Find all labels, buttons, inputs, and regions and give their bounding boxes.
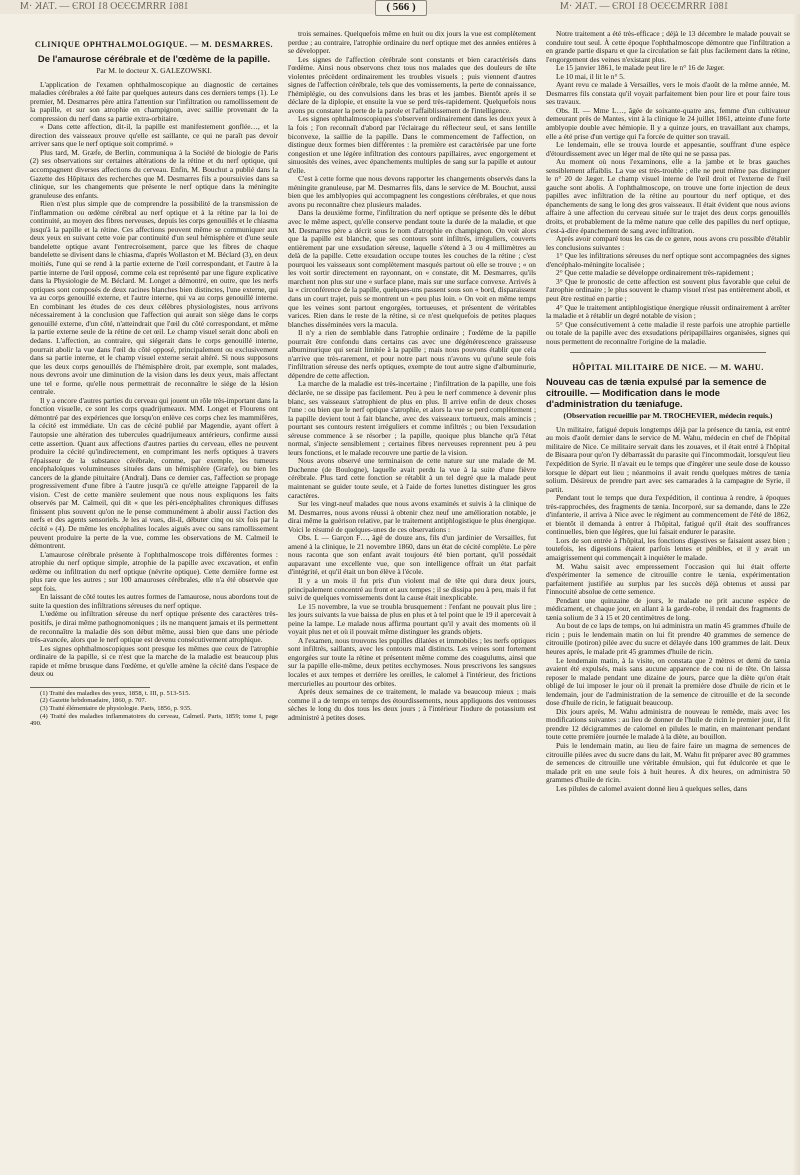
paragraph: Après deux semaines de ce traitement, le malade va beaucoup mieux ; mais comme il a de temps en temps des étourdissements, nous appliquons des ventouses sèches le long du dos tous les deux jours ; à l'intérieur l'iodure de potassium est administré à petites doses. [288,687,536,722]
paragraph: Plus tard, M. Græfe, de Berlin, communiqua à la Société de biologie de Paris (2) ses observations sur certaines altérations de la rétine et du nerf optique, qui accompagnent diverses affections du cerveau. Enfin, M. Bouchut a publié dans la Gazette des Hôpitaux des recherches que M. Desmarres fils a poursuivies dans sa clinique, sur les changements que présente le nerf optique dans la méningite granuleuse des enfants. [30,147,278,200]
paragraph: Rien n'est plus simple que de comprendre la possibilité de la transmission de l'inflammation ou œdème cérébral au nerf optique et à la rétine par la loi de continuité, au moyen des fibres nerveuses, depuis les corps genouillés et le chiasma jusqu'à la papille et la rétine. Ces affections peuvent même se communiquer aux deux yeux en suivant cette voie par continuité d'un seul hémisphère et d'une seule bandelette optique avant l'entrecroisement, parce que les fibres de chaque bandelette se divisent dans le chiasma, d'après Wollaston et M. Béclard (3), en deux moitiés, l'une qui se rend à la partie externe de l'œil correspondant, et l'autre à la partie interne de l'œil opposé, comme cela est représenté par une figure explicative dans la Physiologie de M. Béclard. M. Longet a démontré, en outre, que les nerfs optiques sont composés de deux racines blanches bien distinctes, l'une externe, qui va au corps genouillé externe, et l'autre interne, qui va au corps genouillé interne. En combinant les études de ces deux célèbres physiologistes, nous arrivons nécessairement à la conclusion que l'affection qui aurait son siège dans le corps genouillé externe, d'un côté, n'atteindrait que l'œil du côté correspondant, et même la partie externe seule de la rétine de cet œil. Le champ visuel serait donc aboli en dedans. L'affection, au contraire, qui siégerait dans le corps genouillé interne, pourrait abolir la vue dans l'œil du côté opposé, principalement ou exclusivement dans sa partie interne, et le champ visuel externe serait altéré. Si nous supposons que les deux corps genouillés de l'hémisphère droit, par exemple, sont malades, nous devrons avoir une diminution de la vision dans les deux yeux, mais affectant une tel e forme, qu'elle nous permettrait de reconnaître le siége de la lésion centrale. [30,199,278,397]
paragraph: Notre traitement a été très-efficace ; déjà le 13 décembre le malade pouvait se conduire tout seul. À cette époque l'ophthalmoscope démontre que l'infiltration a en grande partie disparu et que la circulation se fait plus facilement dans la rétine, l'engorgement des veines n'existant plus. [546,30,790,64]
column-2 [288,30,536,1160]
paragraph: Les signes ophthalmoscopiques sont presque les mêmes que ceux de l'atrophie ordinaire de la papille, si ce n'est que la marche de la maladie est beaucoup plus rapide et même brusque dans l'œdème, et qu'elle amène la cécité dans l'espace de deux ou [30,643,278,679]
article-body-continued [288,30,536,722]
page-number: ( 566 ) [375,0,427,16]
paragraph: Ayant revu ce malade à Versailles, vers le mois d'août de la même année, M. Desmarres fils constata qu'il voyait parfaitement bien pour lire et pour faire tous ses travaux. [546,80,790,107]
paragraph: L'amaurose cérébrale présente à l'ophthalmoscope trois différentes formes : atrophie du nerf optique simple, atrophie de la papille avec excavation, et enfin œdème ou infiltration du nerf optique (névrite optique). Cette dernière forme est plus rare que les autres ; sur 100 amauroses cérébrales, elle n'a été observée que sept fois. [30,549,278,593]
column-1 [30,30,278,1160]
section2-title: HÔPITAL MILITAIRE DE NICE. — M. WAHU. [572,363,764,373]
paragraph: Puis le lendemain matin, au lieu de faire faire un magma de semences de citrouille pilées avec du sucre dans du lait, M. Wahu fit préparer avec 80 grammes de semences de citrouille une véritable émulsion, qui fut édulcorée et que le malade prit en une seule fois à huit heures. À dix heures, on administra 50 grammes d'huile de ricin. [546,741,790,785]
mirror-fragment-right: 1861 ЯЯЯМЭЭЭО 81 ІОЯЭ — .TAK ·M [560,1,729,12]
paragraph: Le 10 mai, il lit le n° 5. [556,71,625,81]
column-3 [546,30,790,1160]
article-separator [570,352,765,353]
article-byline: Par M. le docteur X. GALEZOWSKI. [96,66,212,75]
paragraph: Le lendemain, elle se trouva lourde et appesantie, souffrant d'une espèce d'étourdissement avec un léger mal de tête qui ne se passa pas. [546,140,790,158]
footnote: (3) Traité élémentaire de physiologie. Paris, 1856, p. 935. [40,705,192,713]
paragraph: Il n'y a rien de semblable dans l'atrophie ordinaire ; l'œdème de la papille pourrait être confondu dans certains cas avec une dégénérescence graisseuse albuminurique qui serait limitée à la papille ; mais nous pouvons établir que cela n'arrive que très-rarement, et pour notre part nous n'avons vu qu'une seule fois l'infiltration séreuse des nerfs optiques, exempte de tout autre signe d'albuminurie, dépendre de cette affection. [288,328,536,380]
paragraph: Dix jours après, M. Wahu administra de nouveau le remède, mais avec les modifications suivantes : au lieu de donner de l'huile de ricin le premier jour, il fit prendre 12 décigrammes de calomel en pilules le matin, en maintenant pendant toute cette première journée le malade à la diète, au bouillon. [546,706,790,742]
footnote: (2) Gazette hebdomadaire, 1860, p. 707. [40,697,147,705]
paragraph: Les signes ophthalmoscopiques s'observent ordinairement dans les deux yeux à la fois ; l'on reconnaît d'abord par l'éclairage du réflecteur seul, et sans lentille biconvexe, la saillie de la papille. Dans le commencement de l'affection, on distingue deux formes bien différentes : la première est caractérisée par une forte congestion et une légère infiltration des contours papillaires, avec engorgement et sinuosités des veines, avec épanchements multiples de sang sur la papille et autour d'elle. [288,114,536,175]
paragraph: « Dans cette affection, dit-il, la papille est manifestement gonflée…, et la direction des vaisseaux prouve qu'elle est saillante, ce qui ne paraît pas devoir arriver sans que le nerf optique soit comprimé. » [30,122,278,149]
section-title: CLINIQUE OPHTHALMOLOGIQUE. — M. DESMARRES. [34,40,274,49]
paragraph: Les signes de l'affection cérébrale sont constants et bien caractérisés dans l'œdème. Ainsi nous observons chez tous nos malades que des douleurs de tête violentes précèdent ordinairement les troubles visuels ; puis viennent d'autres signes de l'affection cérébrale, tels que des vomissements, la perte de connaissance, l'hémiplégie, ou des convulsions dans les bras et les jambes. Bientôt après il se déclare de la diplopie, et ensuite la vue se perd très-rapidement. Quelquefois nous avons pu constater la perte de la parole et l'affaiblissement de l'intelligence. [288,54,536,115]
paragraph: C'est à cette forme que nous devons rapporter les changements observés dans la méningite granuleuse, par M. Desmarres fils, dans le service de M. Bouchut, aussi bien que les amblyopies qui accompagnent les congestions cérébrales, et que nous avons pu reconnaître chez plusieurs malades. [288,174,536,209]
paragraph: 2° Que cette maladie se développe ordinairement très-rapidement ; [556,268,754,278]
paragraph: Nous avons observé une terminaison de cette nature sur une malade de M. Duchenne (de Boulogne), laquelle avait perdu la vue à la suite d'une fièvre cérébrale. Plus tard cette fonction se rétablit à un tel degré que la malade peut maintenant se guider toute seule, et à l'aide de fortes lunettes distinguer les gros caractères. [288,456,536,500]
footnotes [30,690,278,728]
article2-title: Nouveau cas de tænia expulsé par la semence de citrouille. — Modification dans le mode d'administration du tæniafuge. [546,376,767,410]
paragraph: La marche de la maladie est très-incertaine ; l'infiltration de la papille, une fois déclarée, ne se dissipe pas facilement. Peu à peu le nerf commence à devenir plus blanc, ses vaisseaux s'atrophient de plus en plus. Il arrive enfin de deux choses l'une : ou bien que le nerf optique s'atrophie, et alors la vue se perd complètement ; la papille devient tout à fait blanche, avec des vaisseaux tortueux, mais amincis ; pourtant ses contours restent irréguliers et comme infiltrés ; ou bien l'exsudation séreuse commence à se résorber ; la papille, quoique plus blanche qu'à l'état normal, s'injecte sensiblement ; certaines fibres nerveuses reprennent peu à peu leurs fonctions, et le malade recouvre une partie de la vision. [288,379,536,457]
paragraph: Le 15 novembre, la vue se troubla brusquement : l'enfant ne pouvait plus lire ; les jours suivants la vue baissa de plus en plus et à tel point que le 19 il apercevait à peine la lampe. Le malade nous affirma pourtant qu'il y avait des moments où il voyait plus net et où il pouvait même distinguer les grands objets. [288,601,536,637]
footnote: (4) Traité des maladies inflammatoires du cerveau, Calmeil. Paris, 1859; tome I, page 490. [30,712,278,728]
paragraph: L'œdème ou infiltration séreuse du nerf optique présente des caractères très-positifs, je dirai même pathognomoniques ; ils ne manquent jamais et ils permettent de reconnaître la maladie dès son début même, aussi bien que dans une période très-avancée, alors que le nerf optique est devenu consécutivement atrophique. [30,609,278,645]
paragraph: A l'examen, nous trouvons les pupilles dilatées et immobiles ; les nerfs optiques sont infiltrés, saillants, avec les contours mal distincts. Les veines sont fortement engorgées sur toute la rétine et présentent même comme des coagulums, ainsi que sur la papille elle-même, deux petites ecchymoses. Nous prescrivons les sangsues locales et aux tempes et derrière les oreilles, le calomel à l'intérieur, des frictions mercurielles au pourtour des orbites. [288,635,536,688]
paragraph: Il y a encore d'autres parties du cerveau qui jouent un rôle très-important dans la fonction visuelle, ce sont les corps quadrijumeaux. MM. Longet et Flourens ont démontré par des expériences que lorsqu'on enlève ces corps chez les mammifères, la cécité est immédiate. Un cas de cécité publié par Magendie, ayant offert à l'autopsie une altération des tubercules quadrijumeaux antérieurs, confirme aussi cette assertion. Quant aux affections d'autres parties du cerveau, elles ne peuvent produire la cécité qu'indirectement, en comprimant les nerfs optiques à travers l'épaisseur de la substance cérébrale, comme, par exemple, les tumeurs encéphaloïques volumineuses situées dans un hémisphère (Græfe), ou bien les cancers de la glande pituitaire (Andral). Dans ce dernier cas, l'affection se propage progressivement d'une fibre à l'autre jusqu'à ce qu'elle atteigne l'appareil de la vision. C'est de cette manière seulement que nous nous expliquons les faits observés par M. Calmeil, qui dit « que les péri-encéphalites chroniques diffuses finissent plus souvent qu'on ne le pense communément à abolir aussi l'action des nerfs et des agents sensoriels. Je les ai vues, dit-il, débuter cinq ou six fois par la cécité » (4). De même les encéphalites locales aiguës avec ou sans ramollissement peuvent produire la perte de la vue, comme les observations de M. Calmeil le démontrent. [30,395,278,551]
paragraph: 5° Que consécutivement à cette maladie il reste parfois une atrophie partielle ou totale de la papille avec des exsudations péripapillaires organisées, signes qui nous permettent de reconnaître l'origine de la maladie. [546,319,790,346]
article-title: De l'amaurose cérébrale et de l'œdème de la papille. [37,53,271,64]
article-body [30,81,278,679]
paragraph: Pendant tout le temps que dura l'expédition, il continua à rendre, à époques très-rapprochées, des fragments de tænia. Incorporé, sur sa demande, dans le 22e d'infanterie, il arriva à Nice avec le régiment au commencement de l'été de 1862, et bientôt il demanda à entrer à l'hôpital, fatigué qu'il était des souffrances continuelles, bien que légères, que lui faisait endurer le parasite. [546,493,790,537]
paragraph: Le lendemain matin, à la visite, on constata que 2 mètres et demi de tænia avaient été expulsés, mais sans aucune apparence de cou ni de tête. On laissa reposer le malade pendant une dizaine de jours, parce que la diète qu'on était obligé de lui imposer le jour où il prenait la première dose d'huile de ricin et le lendemain, jour de l'administration de la semence de citrouille et de la seconde dose d'huile de ricin, le fatiguait beaucoup. [546,655,790,708]
paragraph: Pendant une quinzaine de jours, le malade ne prit aucune espèce de médicament, et chaque jour, en allant à la garde-robe, il rendait des fragments de tænia solium de 3 à 15 et 20 centimètres de long. [546,595,790,622]
paragraph: Après avoir comparé tous les cas de ce genre, nous avons cru possible d'établir les conclusions suivantes : [546,234,790,252]
article2-byline: (Observation recueillie par M. TROCHEVIER, médecin requis.) [563,411,773,421]
mirror-fragment-left: 1861 ЯЯЯМЭЭЭО 81 ІОЯЭ — .TAK ·M [20,1,189,12]
paragraph: Dans la deuxième forme, l'infiltration du nerf optique se présente dès le début avec le même aspect, qu'elle conserve pendant toute la durée de la maladie, et que M. Desmarres père a décrit sous le nom d'atrophie en champignon. On voit alors que la papille est blanche, que ses contours sont infiltrés, irréguliers, couverts entièrement par une exsudation séreuse, laquelle s'étend à 3 ou 4 millimètres au delà de la papille. Cette exsudation occupe toutes les couches de la rétine ; c'est pourquoi les vaisseaux sont complètement masqués partout où elle se trouve ; « on les voit sortir directement en rayonnant, on « constate, dit M. Desmarres, qu'ils marchent non plus sur une « surface plane, mais sur une surface convexe. Arrivés à la « circonférence de la papille, quelques-uns passent sous son « bord, disparaissent dans un court trajet, puis se montrent un « peu plus loin. » On voit en même temps que les veines sont partout engorgées, tortueuses, et présentent de véritables varices. Rien dans le reste de la rétine, si ce n'est quelquefois de petites plaques blanches disséminées vers la macula. [288,208,536,329]
paragraph: 1° Que les infiltrations séreuses du nerf optique sont accompagnées des signes d'encéphalo-méningite localisée ; [546,251,790,269]
paragraph: Obs. II. — Mme L…, âgée de soixante-quatre ans, femme d'un cultivateur demeurant près de Mantes, vint à la clinique le 24 juillet 1861, atteinte d'une forte amblyopie double avec hémiopie. Il y a quinze jours, en travaillant aux champs, elle a été prise d'un vertige qui l'a forcée de quitter son travail. [546,105,790,141]
paragraph: En laissant de côté toutes les autres formes de l'amaurose, nous abordons tout de suite la question des infiltrations séreuses du nerf optique. [30,592,278,610]
paragraph: Au moment où nous l'examinons, elle a la jambe et le bras gauches sensiblement affaiblis. La vue est très-trouble ; elle ne peut même pas distinguer le n° 20 de Jæger. Le champ visuel interne de l'œil droit et l'externe de l'œil gauche sont abolis. À l'ophthalmoscope, on trouve une forte injection de deux papilles avec infiltration de la rétine au pourtour du nerf optique, et des épanchements de sang le long des gros vaisseaux. Il était évident que nous avions affaire à une affection du cerveau située sur le trajet des deux corps genouillés droits, et probablement de la même nature que celle des papilles du nerf optique, c'est-à-dire épanchement de sang avec infiltration. [546,157,790,235]
paragraph: Un militaire, fatigué depuis longtemps déjà par la présence du tænia, est entré au mois d'août dernier dans le service de M. Wahu, médecin en chef de l'hôpital militaire de Nice. Ce militaire servait dans les zouaves, et il était entré à l'hôpital de Bisaara pour qu'on l'y débarrassât du parasite qui l'incommodait, lorsqu'eut lieu l'expédition de Syrie. Il n'avait eu le temps que d'ingérer une seule dose de kousso lorsque le départ eut lieu ; néanmoins il avait rendu quelques mètres de tænia solium. Désireux de prendre part avec ses camarades à la campagne de Syrie, il partit. [546,424,790,494]
paragraph: 4° Que le traitement antiphlogistique énergique réussit ordinairement à arrêter la maladie et à rétablir un degré notable de vision ; [546,302,790,321]
paragraph: 3° Que le pronostic de cette affection est souvent plus favorable que celui de l'atrophie ordinaire ; le plus souvent le champ visuel n'est pas entièrement aboli, et peut être restitué en partie ; [546,276,790,303]
paragraph: L'application de l'examen ophthalmoscopique au diagnostic de certaines maladies cérébrales a été faite par quelques auteurs dans ces derniers temps (1). Le premier, M. Desmarres père attira l'attention sur l'infiltration ou ramollissement de la papille, et sur son atrophie en champignon, avec saillie provenant de la compression du nerf dans sa partie extra-orbitaire. [30,79,278,123]
paragraph: M. Wahu saisit avec empressement l'occasion qui lui était offerte d'expérimenter la semence de citrouille contre le tænia, expérimentation parfaitement justifiée au surplus par les succès déjà obtenus et aussi par l'innocuité absolue de cette semence. [546,561,790,597]
article2-body [546,426,790,794]
paragraph: Sur les vingt-neuf malades que nous avons examinés et suivis à la clinique de M. Desmarres, nous avons réussi à obtenir chez neuf une amélioration notable, je dirai même la guérison relative, par le traitement antiphlogistique le plus énergique. Voici le résumé de quelques-unes de ces observations : [288,499,536,534]
paragraph: Les pilules de calomel avaient donné lieu à quelques selles, dans [556,783,748,793]
paragraph: Obs. I. — Garçon F…, âgé de douze ans, fils d'un jardinier de Versailles, fut amené à la clinique, le 21 novembre 1860, dans un état de cécité complète. Le père nous raconta que son enfant avait toujours été bien portant, qu'il possédait auparavant une excellente vue, que son intelligence offrait un état parfait d'intégrité, et qu'il était un bon élève à l'école. [288,533,536,577]
paragraph: Le 15 janvier 1861, le malade peut lire le n° 16 de Jæger. [556,63,725,73]
article-body-conclusion [546,30,790,346]
paragraph: Lors de son entrée à l'hôpital, les fonctions digestives se faisaient assez bien ; toutefois, les digestions étaient parfois lentes et pénibles, et il y avait un amaigrissement qui commençait à inquiéter le malade. [546,535,790,562]
page-edge-shadow [792,14,800,1175]
paragraph: trois semaines. Quelquefois même en huit ou dix jours la vue est complètement perdue ; au contraire, l'atrophie ordinaire du nerf optique met des années entières à se développer. [288,30,536,56]
paragraph: Au bout de ce laps de temps, on lui administra un matin 45 grammes d'huile de ricin ; puis le lendemain matin on lui fit prendre 40 grammes de semence de citrouille (potiron) pilée avec du sucre et délayée dans 100 grammes de lait. Deux heures après, le malade prit 45 grammes d'huile de ricin. [546,621,790,656]
footnote: (1) Traité des maladies des yeux, 1858, t. III, p. 513-515. [40,689,191,697]
paragraph: Il y a un mois il fut pris d'un violent mal de tête qui dura deux jours, principalement concentré au front et aux tempes ; il se dissipa peu à peu, mais il fut suivi de quelques vomissements dont la cause était inexplicable. [288,576,536,603]
